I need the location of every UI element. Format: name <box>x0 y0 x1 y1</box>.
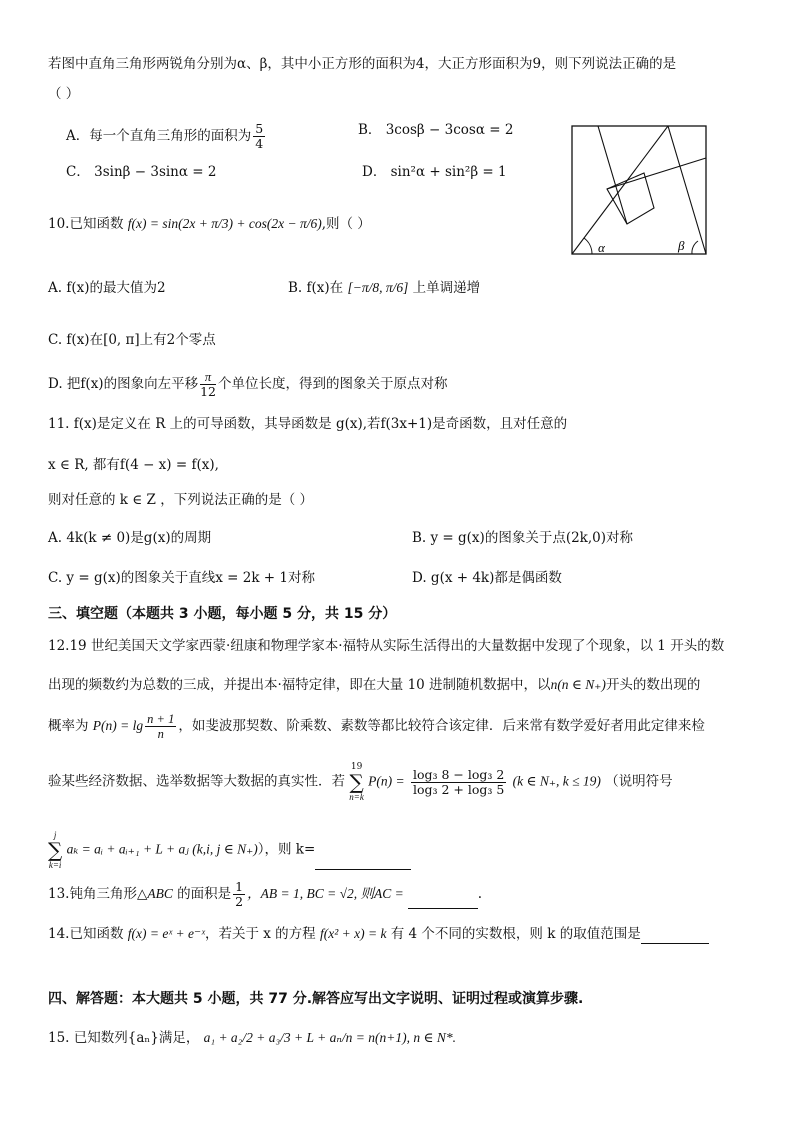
q12-line-2-suffix: 开头的数出现的 <box>605 677 701 693</box>
section-4-title: 四、解答题：本大题共 5 小题，共 77 分.解答应写出文字说明、证明过程或演算步骤. <box>48 991 584 1007</box>
q10-option-b-interval: [−π/8, π/6] <box>347 280 409 295</box>
q11-line-3: 则对任意的 k ∈ Z ，下列说法正确的是（ ） <box>48 492 314 508</box>
q12-line-5-suffix: ），则 k= <box>257 841 316 858</box>
alpha-label: α <box>598 240 605 255</box>
section-3-title: 三、填空题（本题共 3 小题，每小题 5 分，共 15 分） <box>48 606 397 622</box>
q10-option-d-numerator: π <box>200 370 216 385</box>
q14-mid: ，若关于 x 的方程 <box>204 926 316 942</box>
q9-option-c: C． 3sinβ − 3sinα = 2 <box>66 164 217 180</box>
outer-square <box>572 126 706 254</box>
q15-prefix: 15. 已知数列{aₙ}满足， <box>48 1030 200 1046</box>
q9-option-a-denominator: 4 <box>255 136 264 151</box>
q9-paren: （ ） <box>48 86 80 102</box>
q14-equation: f(x² + x) = k <box>319 926 387 941</box>
triangle-edge-4 <box>607 158 706 189</box>
q14-suffix: 有 4 个不同的实数根，则 k 的取值范围是 <box>390 926 641 942</box>
q12-probability-fraction <box>145 712 176 741</box>
q12-line-3-prefix: 概率为 <box>48 718 89 734</box>
q12-log-denominator: log₃ 2 + log₃ 5 <box>412 781 505 797</box>
q10-stem <box>48 214 371 234</box>
q10-stem-suffix: ,则（ ） <box>321 216 371 232</box>
q9-option-d: D． sin²α + sin²β = 1 <box>362 164 507 180</box>
q9-option-a-label: A．每一个直角三角形的面积为 <box>66 128 252 144</box>
q12-line-2-condition: n(n ∈ N₊) <box>550 677 606 692</box>
q12-probability-denominator: n <box>157 727 164 741</box>
q12-line-1: 12.19 世纪美国天文学家西蒙·纽康和物理学家本·福特从实际生活得出的大量数据中发现了个现象，以 1 开头的数 <box>48 638 725 654</box>
q11-option-c: C. y = g(x)的图象关于直线x = 2k + 1对称 <box>48 570 316 586</box>
q14-prefix: 14.已知函数 <box>48 926 124 942</box>
q12-probability-func: P(n) = lg <box>92 718 144 733</box>
q10-option-d-denominator: 12 <box>200 384 216 399</box>
q10-option-a: A. f(x)的最大值为2 <box>48 280 166 296</box>
q10-option-d-suffix: 个单位长度，得到的图象关于原点对称 <box>217 376 448 392</box>
q9-option-b: B． 3cosβ − 3cosα = 2 <box>358 122 514 138</box>
q12-answer-blank[interactable] <box>315 869 411 870</box>
q10-option-c: C. f(x)在[0, π]上有2个零点 <box>48 332 216 348</box>
q12-line-4 <box>48 762 673 802</box>
q9-option-a-numerator: 5 <box>255 121 264 136</box>
q12-sum-upper: 19 <box>350 762 363 772</box>
q10-option-b-prefix: B. f(x)在 <box>288 280 344 296</box>
q11-line-2: x ∈ R, 都有f(4 − x) = f(x), <box>48 457 219 473</box>
q11-line-1: 11. f(x)是定义在 R 上的可导函数，其导函数是 g(x),若f(3x+1)是奇函数，且对任意的 <box>48 416 568 432</box>
q13-triangle: △ABC <box>136 886 173 901</box>
q15-line <box>48 1028 456 1048</box>
q13-area-fraction <box>233 880 245 909</box>
pythagorean-square-figure <box>570 124 710 258</box>
q12-notation-sum-lower: k=i <box>48 860 62 870</box>
beta-arc <box>692 241 698 254</box>
alpha-arc <box>584 238 592 254</box>
q10-function: f(x) = sin(2x + π/3) + cos(2x − π/6) <box>127 216 322 231</box>
q12-line-2 <box>48 675 700 695</box>
q14-function: f(x) = eˣ + e⁻ˣ <box>127 926 205 941</box>
q12-line-4-prefix: 验某些经济数据、选举数据等大数据的真实性．若 <box>48 773 345 790</box>
q15-expression: a₁ + a₂/2 + a₃/3 + L + aₙ/n = n(n+1), n ∈ N*. <box>203 1030 456 1045</box>
q12-notation-expr: aₖ = aᵢ + aᵢ₊₁ + L + aⱼ (k,i, j ∈ N₊) <box>66 841 258 857</box>
triangle-edge-2 <box>668 126 706 254</box>
q13-prefix: 13.钝角三角形 <box>48 886 137 902</box>
q10-option-d-fraction <box>200 370 216 399</box>
q13-area-numerator: 1 <box>235 879 244 894</box>
q11-option-b: B. y = g(x)的图象关于点(2k,0)对称 <box>412 530 633 546</box>
q13-area-denominator: 2 <box>235 894 244 909</box>
q13-mid: 的面积是 <box>172 886 232 902</box>
q12-sum-symbol: 19 ∑ n=k <box>349 762 364 802</box>
q10-option-b <box>288 278 480 298</box>
q14-line <box>48 924 709 944</box>
q9-option-a <box>66 122 267 151</box>
q12-line-2-prefix: 出现的频数约为总数的三成，并提出本·福特定律，即在大量 10 进制随机数据中，以 <box>48 677 551 693</box>
q13-answer-blank[interactable] <box>408 908 478 909</box>
q10-option-d-prefix: D. 把f(x)的图象向左平移 <box>48 376 199 392</box>
q12-line-3-suffix: ，如斐波那契数、阶乘数、素数等都比较符合该定律．后来常有数学爱好者用此定律来检 <box>178 718 705 734</box>
q12-k-condition: (k ∈ N₊, k ≤ 19) <box>512 773 601 789</box>
q12-log-numerator: log₃ 8 − log₃ 2 <box>412 766 505 782</box>
q13-condition: ，AB = 1, BC = √2, 则AC = <box>247 886 404 901</box>
q11-option-a: A. 4k(k ≠ 0)是g(x)的周期 <box>48 530 212 546</box>
q12-line-5 <box>48 830 411 870</box>
q11-option-d: D. g(x + 4k)都是偶函数 <box>412 570 562 586</box>
beta-label: β <box>678 238 685 253</box>
q10-option-b-suffix: 上单调递增 <box>412 280 481 296</box>
q12-notation-sum-symbol: j ∑ k=i <box>48 830 63 870</box>
q14-answer-blank[interactable] <box>641 943 709 944</box>
q9-option-a-fraction <box>253 122 265 151</box>
q12-log-fraction <box>411 768 506 797</box>
q12-line-3 <box>48 712 705 741</box>
triangle-edge-3 <box>598 126 627 224</box>
q9-stem: 若图中直角三角形两锐角分别为α、β，其中小正方形的面积为4，大正方形面积为9，则下列说法正确的是 <box>48 56 677 72</box>
q12-notation-sum-upper: j <box>53 830 57 840</box>
q10-option-d <box>48 370 447 399</box>
q10-stem-prefix: 10.已知函数 <box>48 216 124 232</box>
q12-sum-lower: n=k <box>349 792 364 802</box>
q12-line-4-suffix: （说明符号 <box>605 773 673 790</box>
q12-sum-term: P(n) = <box>368 773 405 789</box>
q12-probability-numerator: n + 1 <box>147 712 175 726</box>
q13-line <box>48 880 482 909</box>
triangle-edge-1 <box>572 126 668 254</box>
q13-end: . <box>477 886 483 902</box>
